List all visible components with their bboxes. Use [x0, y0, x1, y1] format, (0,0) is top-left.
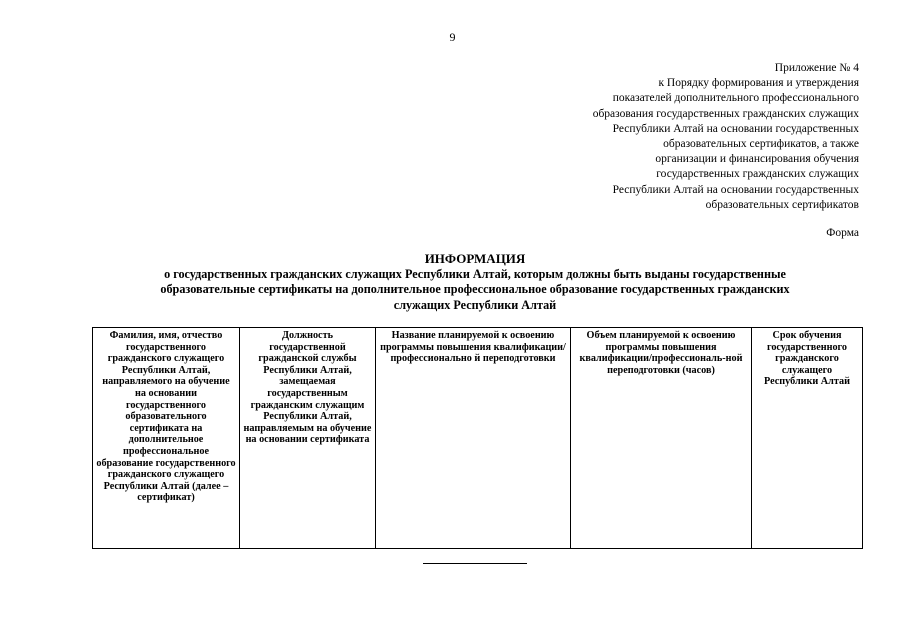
subtitle-line: служащих Республики Алтай [393, 297, 557, 312]
appendix-line: образовательных сертификатов, а также [663, 138, 859, 151]
document-title: ИНФОРМАЦИЯ [424, 251, 526, 266]
column-header-program-volume: Объем планируемой к освоению программы повышения квалификации/профессиональ-ной переподготовки (часов) [571, 328, 752, 549]
appendix-line: государственных гражданских служащих [656, 168, 859, 181]
document-title-block [100, 251, 850, 313]
column-header-position: Должность государственной гражданской службы Республики Алтай, замещаемая государственным гражданским служащим Республики Алтай, направляемым на обучение на основании сертификата [240, 328, 376, 549]
table-header-row [93, 328, 863, 549]
appendix-line: к Порядку формирования и утверждения [658, 77, 859, 90]
page-number: 9 [449, 30, 456, 44]
column-header-fullname: Фамилия, имя, отчество государственного гражданского служащего Республики Алтай, направляемого на обучение на основании государственного образовательного сертификата на дополнительное профессиональное образование государственного гражданского служащего Республики Алтай (далее – сертификат) [93, 328, 240, 549]
appendix-line: организации и финансирования обучения [655, 153, 859, 166]
appendix-line: Республики Алтай на основании государственных [612, 122, 859, 135]
subtitle-line: образовательные сертификаты на дополнительное профессиональное образование государственных гражданских [160, 282, 790, 297]
appendix-line: Приложение № 4 [774, 62, 859, 74]
info-table [92, 327, 863, 549]
appendix-header [519, 61, 859, 213]
appendix-line: образования государственных гражданских служащих [592, 107, 859, 120]
column-header-training-period: Срок обучения государственного гражданского служащего Республики Алтай [752, 328, 863, 549]
column-header-program-name: Название планируемой к освоению программы повышения квалификации/профессионально й переподготовки [376, 328, 571, 549]
form-label: Форма [826, 227, 859, 239]
document-subtitle [100, 267, 850, 313]
subtitle-line: о государственных гражданских служащих Республики Алтай, которым должны быть выданы государственные [164, 267, 786, 281]
bottom-divider-line [423, 563, 527, 564]
appendix-line: показателей дополнительного профессионального [612, 92, 859, 105]
appendix-line: образовательных сертификатов [705, 198, 859, 211]
appendix-line: Республики Алтай на основании государственных [612, 183, 859, 196]
